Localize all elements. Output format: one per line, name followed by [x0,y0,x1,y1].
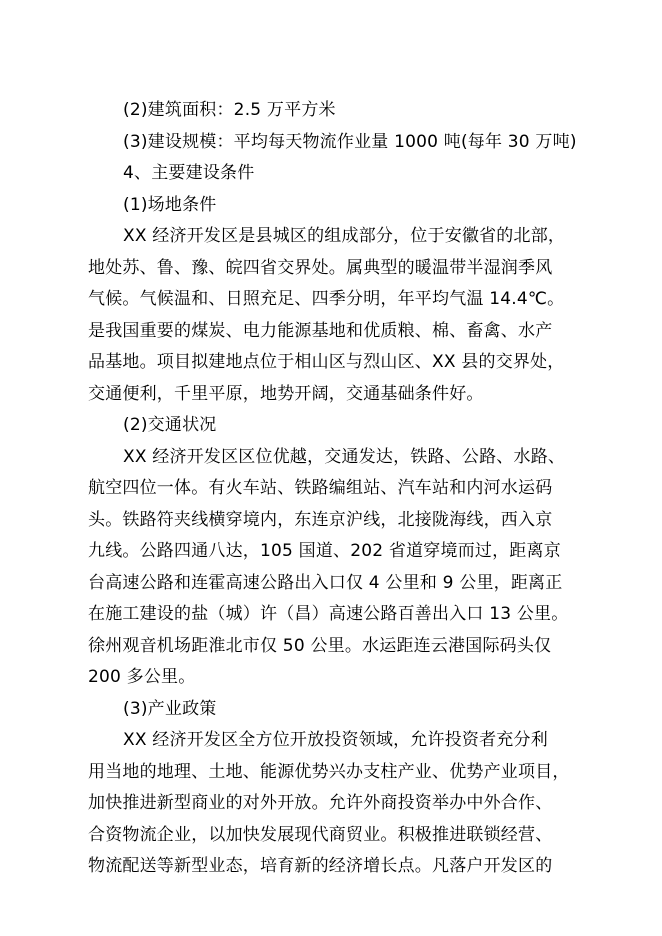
text-line: 200 多公里。 [88,667,196,687]
text-line: XX 经济开发区区位优越，交通发达，铁路、公路、水路、 [123,446,566,467]
document-page [88,95,578,883]
text-line: 台高速公路和连霍高速公路出入口仅 4 公里和 9 公里，距离正 [88,572,563,593]
subsection-heading: (2)交通状况 [123,415,217,435]
text-line: 合资物流企业，以加快发展现代商贸业。积极推进联锁经营、 [88,824,553,845]
text-line: 地处苏、鲁、豫、皖四省交界处。属典型的暖温带半湿润季风 [88,257,553,278]
text-line: 用当地的地理、土地、能源优势兴办支柱产业、优势产业项目， [88,761,570,782]
section-heading: 4、主要建设条件 [123,163,255,183]
text-line: 航空四位一体。有火车站、铁路编组站、汽车站和内河水运码 [88,478,553,498]
text-line: (3)建设规模：平均每天物流作业量 1000 吨(每年 30 万吨) [123,131,577,152]
text-line: 头。铁路符夹线横穿境内，东连京沪线，北接陇海线，西入京 [88,509,553,530]
text-line: 徐州观音机场距淮北市仅 50 公里。水运距连云港国际码头仅 [88,635,552,656]
text-line: XX 经济开发区全方位开放投资领域，允许投资者充分利 [123,730,548,750]
text-line: 品基地。项目拟建地点位于相山区与烈山区、XX 县的交界处， [88,352,565,372]
text-line: 九线。公路四通八达，105 国道、202 省道穿境而过，距离京 [88,541,561,561]
text-line: 是我国重要的煤炭、电力能源基地和优质粮、棉、畜禽、水产 [88,320,553,341]
text-line: XX 经济开发区是县城区的组成部分，位于安徽省的北部， [123,226,566,246]
subsection-heading: (1)场地条件 [123,194,217,215]
text-line: (2)建筑面积：2.5 万平方米 [123,100,336,120]
text-line: 气候。气候温和、日照充足、四季分明，年平均气温 14.4℃。 [88,289,565,309]
text-line: 在施工建设的盐（城）许（昌）高速公路百善出入口 13 公里。 [88,604,569,624]
text-line: 交通便利，千里平原，地势开阔，交通基础条件好。 [88,383,484,404]
text-line: 物流配送等新型业态，培育新的经济增长点。凡落户开发区的 [88,856,553,876]
subsection-heading: (3)产业政策 [123,698,217,719]
text-line: 加快推进新型商业的对外开放。允许外商投资举办中外合作、 [88,793,553,813]
